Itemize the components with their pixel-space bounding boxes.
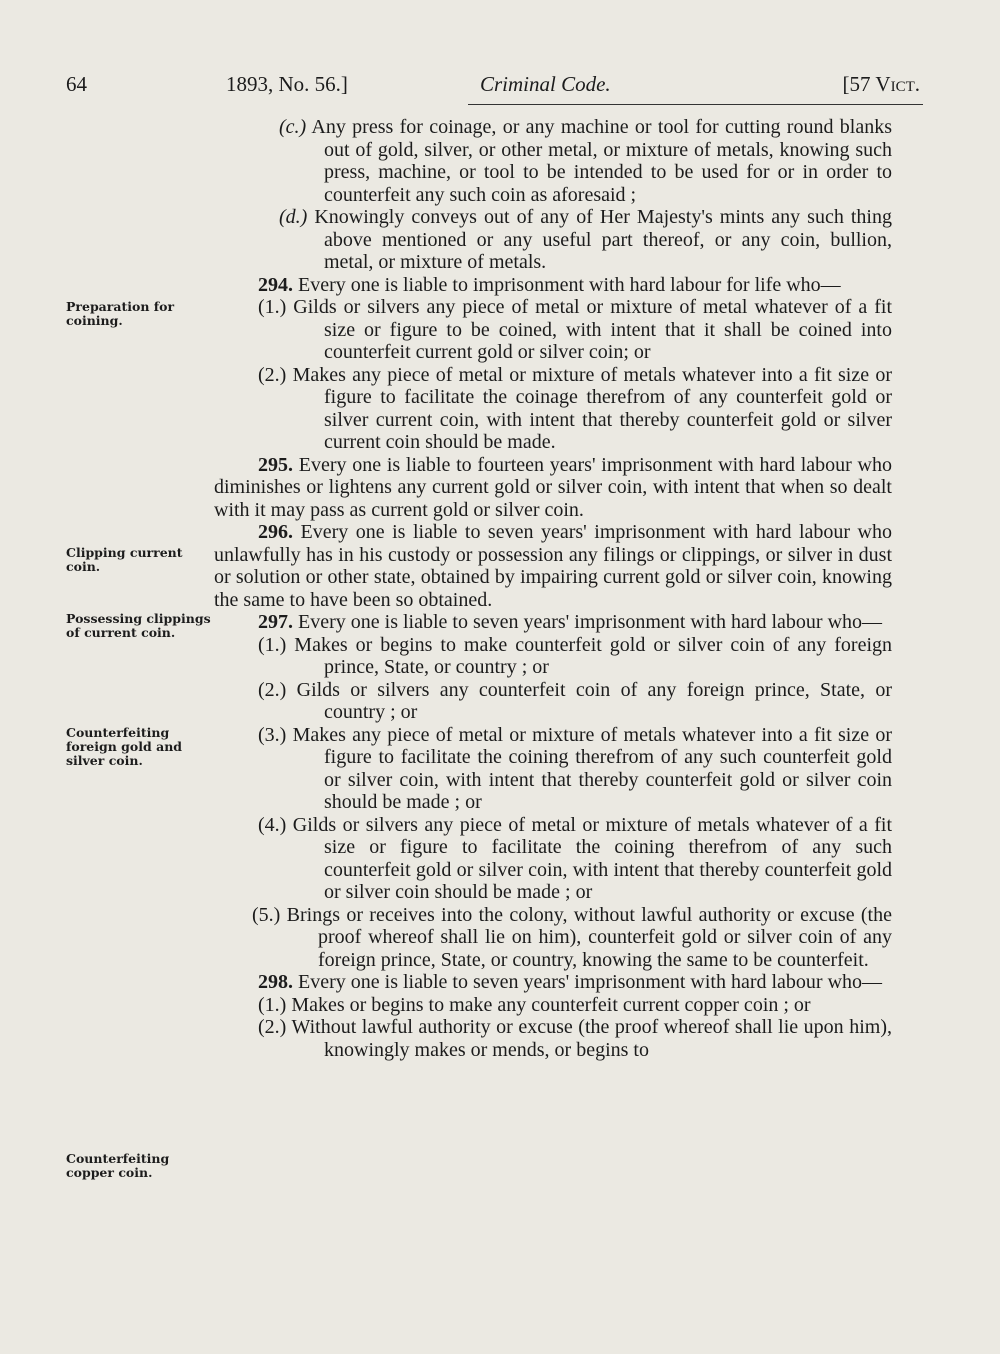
item-label: (1.) bbox=[258, 993, 287, 1016]
item-label: (1.) bbox=[258, 633, 287, 656]
section-295-number: 295. bbox=[258, 453, 293, 476]
section-297-item-5 bbox=[214, 904, 892, 972]
item-label: (3.) bbox=[258, 723, 287, 746]
section-297-item-1 bbox=[214, 634, 892, 679]
item-label: (2.) bbox=[258, 678, 287, 701]
item-text: Makes any piece of metal or mixture of metals whatever into a fit size or figure to facilitate the coinage therefrom of any counterfeit gold or silver current coin, with intent that thereby counterfeit gold or silver current coin should be made. bbox=[286, 363, 892, 453]
item-label: (1.) bbox=[258, 296, 287, 318]
section-294-item-1 bbox=[214, 296, 892, 364]
section-297 bbox=[214, 611, 892, 634]
regnal-year: [57 Vict. bbox=[842, 72, 920, 96]
section-296 bbox=[214, 521, 892, 611]
section-294-text: Every one is liable to imprisonment with hard labour for life who— bbox=[293, 273, 841, 296]
section-297-text: Every one is liable to seven years' imprisonment with hard labour who— bbox=[293, 611, 883, 633]
section-298-item-1 bbox=[214, 994, 892, 1017]
section-297-number: 297. bbox=[258, 611, 293, 633]
section-297-item-2 bbox=[214, 679, 892, 724]
item-label: (5.) bbox=[252, 903, 281, 926]
item-label: (2.) bbox=[258, 363, 287, 386]
clause-c bbox=[214, 116, 892, 206]
section-297-item-3 bbox=[214, 724, 892, 814]
section-295-text: Every one is liable to fourteen years' imprisonment with hard labour who diminishes or lightens any current gold or silver coin, with intent that when so dealt with it may pass as current gold or silver coin. bbox=[214, 453, 892, 521]
clause-c-text: Any press for coinage, or any machine or tool for cutting round blanks out of gold, silver, or other metal, or mixture of metals, knowing such press, machine, or tool to be intended to be used for or in order to counterfeit any such coin as aforesaid ; bbox=[306, 116, 892, 206]
section-295 bbox=[214, 454, 892, 522]
clause-d-text: Knowingly conveys out of any of Her Majesty's mints any such thing above mentioned or any useful part thereof, or any coin, bullion, metal, or mixture of metals. bbox=[307, 206, 892, 273]
item-text: Without lawful authority or excuse (the proof whereof shall lie upon him), knowingly makes or mends, or begins to bbox=[286, 1016, 892, 1061]
margin-note-preparation: Preparation for coining. bbox=[66, 299, 175, 328]
item-label: (4.) bbox=[258, 813, 287, 836]
header-rule bbox=[468, 104, 923, 105]
item-label: (2.) bbox=[258, 1016, 287, 1038]
margin-note-copper-coin: Counterfeiting copper coin. bbox=[66, 1151, 170, 1180]
page-number: 64 bbox=[66, 72, 87, 96]
section-298 bbox=[214, 971, 892, 994]
section-298-number: 298. bbox=[258, 971, 293, 993]
item-text: Gilds or silvers any counterfeit coin of any foreign prince, State, or country ; or bbox=[286, 678, 892, 723]
margin-note-foreign-coin: Counterfeiting foreign gold and silver coin. bbox=[66, 725, 183, 768]
section-294-item-2 bbox=[214, 364, 892, 454]
margin-note-possessing-clippings: Possessing clippings of current coin. bbox=[66, 611, 211, 640]
item-text: Makes any piece of metal or mixture of metals whatever into a fit size or figure to facilitate the coining therefrom of any such counterfeit gold or silver coin, with intent that thereby counterfeit gold or silver coin should be made ; or bbox=[286, 723, 892, 813]
main-text bbox=[214, 116, 892, 1061]
running-header bbox=[66, 72, 924, 102]
section-296-text: Every one is liable to seven years' imprisonment with hard labour who unlawfully has in his custody or possession any filings or clippings, or silver in dust or solution or other state, obtained by impairing current gold or silver coin, knowing the same to have been so obtained. bbox=[214, 521, 892, 611]
section-297-item-4 bbox=[214, 814, 892, 904]
section-294 bbox=[214, 274, 892, 297]
item-text: Gilds or silvers any piece of metal or mixture of metal whatever of a fit size or figure to be coined, with intent that it shall be coined into counterfeit current gold or silver coin; or bbox=[286, 296, 892, 363]
act-year-number: 1893, No. 56.] bbox=[226, 72, 348, 96]
item-text: Makes or begins to make counterfeit gold or silver coin of any foreign prince, State, or country ; or bbox=[286, 633, 892, 678]
clause-c-label: (c.) bbox=[279, 116, 307, 138]
clause-d bbox=[214, 206, 892, 274]
section-294-number: 294. bbox=[258, 273, 293, 296]
section-296-number: 296. bbox=[258, 521, 293, 543]
section-298-text: Every one is liable to seven years' imprisonment with hard labour who— bbox=[293, 971, 883, 993]
section-298-item-2 bbox=[214, 1016, 892, 1061]
page-title: Criminal Code. bbox=[480, 72, 611, 96]
margin-note-clipping: Clipping current coin. bbox=[66, 545, 183, 574]
clause-d-label: (d.) bbox=[279, 206, 308, 228]
item-text: Brings or receives into the colony, without lawful authority or excuse (the proof whereof shall lie on him), counterfeit gold or silver coin of any foreign prince, State, or country, knowing the same to be counterfeit. bbox=[280, 903, 892, 971]
item-text: Makes or begins to make any counterfeit current copper coin ; or bbox=[286, 993, 811, 1016]
item-text: Gilds or silvers any piece of metal or mixture of metals whatever of a fit size or figure to facilitate the coining therefrom of any such counterfeit gold or silver coin, with intent that thereby counterfeit gold or silver coin should be made ; or bbox=[286, 813, 892, 903]
